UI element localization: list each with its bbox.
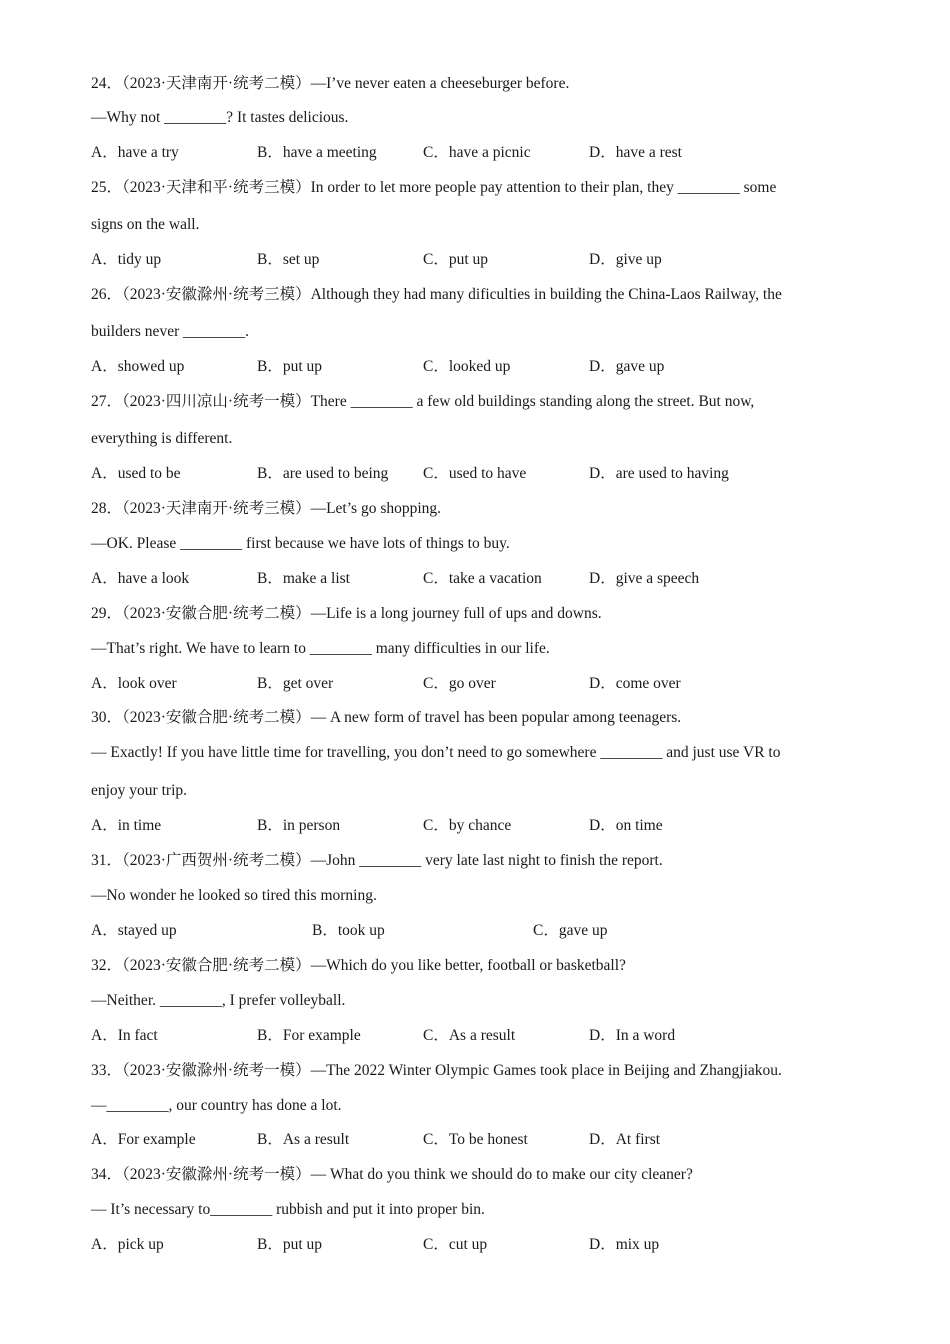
answer-option: A．have a look <box>91 570 190 587</box>
question-stem <box>91 1061 782 1081</box>
answer-option: A．have a try <box>91 144 179 161</box>
question-stem <box>91 392 754 412</box>
question-stem <box>91 499 441 519</box>
question-text: （2023·安徽合肥·统考二模）—Which do you like better, football or basketball? <box>122 957 626 974</box>
answer-option: A．tidy up <box>91 251 162 268</box>
question-line: everything is different. <box>91 430 233 447</box>
question-line: signs on the wall. <box>91 216 200 233</box>
question-text: （2023·天津南开·统考二模）—I’ve never eaten a cheeseburger before. <box>122 75 570 92</box>
answer-option: D．At first <box>589 1131 661 1148</box>
answer-option: D．give up <box>589 251 662 268</box>
answer-option: D．come over <box>589 675 681 692</box>
question-stem <box>91 851 663 871</box>
answer-option: A．look over <box>91 675 177 692</box>
answer-option: B．are used to being <box>257 465 389 482</box>
question-text: （2023·安徽滁州·统考一模）—The 2022 Winter Olympic Games took place in Beijing and Zhangjiakou. <box>122 1062 782 1079</box>
answer-option: B．put up <box>257 358 323 375</box>
answer-option: C．As a result <box>423 1027 516 1044</box>
question-line: —Neither. ________, I prefer volleyball. <box>91 992 346 1009</box>
question-line: — Exactly! If you have little time for travelling, you don’t need to go somewhere ________ and just use VR to <box>91 744 781 761</box>
question-line: —Why not ________? It tastes delicious. <box>91 109 349 126</box>
answer-option: D．on time <box>589 817 663 834</box>
answer-option: A．For example <box>91 1131 196 1148</box>
answer-option: C．To be honest <box>423 1131 528 1148</box>
answer-option: C．cut up <box>423 1236 488 1253</box>
question-line: —No wonder he looked so tired this morning. <box>91 887 377 904</box>
answer-option: C．have a picnic <box>423 144 531 161</box>
question-number: 29． <box>91 605 123 622</box>
question-line: builders never ________. <box>91 323 249 340</box>
answer-option: D．have a rest <box>589 144 682 161</box>
answer-option: C．looked up <box>423 358 511 375</box>
question-number: 27． <box>91 393 123 410</box>
answer-option: B．get over <box>257 675 334 692</box>
question-stem <box>91 956 626 976</box>
question-text: （2023·安徽滁州·统考一模）— What do you think we should do to make our city cleaner? <box>122 1166 693 1183</box>
question-stem <box>91 1165 693 1185</box>
question-stem <box>91 74 569 94</box>
answer-option: B．As a result <box>257 1131 350 1148</box>
question-text: （2023·四川凉山·统考一模）There ________ a few old buildings standing along the street. But now, <box>122 393 755 410</box>
answer-option: D．are used to having <box>589 465 729 482</box>
question-text: （2023·安徽滁州·统考三模）Although they had many dificulties in building the China-Laos Railway, the <box>122 286 782 303</box>
answer-option: C．used to have <box>423 465 527 482</box>
question-stem <box>91 604 602 624</box>
answer-option: D．mix up <box>589 1236 660 1253</box>
answer-option: A．pick up <box>91 1236 164 1253</box>
answer-option: C．go over <box>423 675 496 692</box>
answer-option: A．in time <box>91 817 162 834</box>
answer-option: B．For example <box>257 1027 361 1044</box>
question-stem <box>91 285 782 305</box>
answer-option: C．put up <box>423 251 489 268</box>
answer-option: B．put up <box>257 1236 323 1253</box>
question-number: 24． <box>91 75 123 92</box>
question-line: — It’s necessary to________ rubbish and put it into proper bin. <box>91 1201 485 1218</box>
question-number: 28． <box>91 500 123 517</box>
question-text: （2023·天津和平·统考三模）In order to let more people pay attention to their plan, they ________ some <box>122 179 777 196</box>
question-number: 26． <box>91 286 123 303</box>
answer-option: A．stayed up <box>91 922 177 939</box>
answer-option: A．In fact <box>91 1027 158 1044</box>
question-stem <box>91 708 681 728</box>
question-number: 30． <box>91 709 123 726</box>
question-number: 34． <box>91 1166 123 1183</box>
question-number: 32． <box>91 957 123 974</box>
answer-option: C．take a vacation <box>423 570 542 587</box>
answer-option: A．showed up <box>91 358 185 375</box>
answer-option: D．gave up <box>589 358 665 375</box>
answer-option: B．in person <box>257 817 341 834</box>
question-line: —That’s right. We have to learn to ________ many difficulties in our life. <box>91 640 550 657</box>
answer-option: B．have a meeting <box>257 144 377 161</box>
question-line: enjoy your trip. <box>91 782 187 799</box>
answer-option: A．used to be <box>91 465 181 482</box>
answer-option: B．make a list <box>257 570 350 587</box>
question-text: （2023·广西贺州·统考二模）—John ________ very late last night to finish the report. <box>122 852 663 869</box>
question-text: （2023·安徽合肥·统考二模）—Life is a long journey full of ups and downs. <box>122 605 602 622</box>
question-text: （2023·天津南开·统考三模）—Let’s go shopping. <box>122 500 442 517</box>
answer-option: C．by chance <box>423 817 512 834</box>
answer-option: B．took up <box>312 922 385 939</box>
question-number: 33． <box>91 1062 123 1079</box>
question-line: —________, our country has done a lot. <box>91 1097 342 1114</box>
question-number: 25． <box>91 179 123 196</box>
question-number: 31． <box>91 852 123 869</box>
answer-option: D．give a speech <box>589 570 700 587</box>
answer-option: D．In a word <box>589 1027 676 1044</box>
question-text: （2023·安徽合肥·统考二模）— A new form of travel has been popular among teenagers. <box>122 709 682 726</box>
answer-option: C．gave up <box>533 922 608 939</box>
question-line: —OK. Please ________ first because we have lots of things to buy. <box>91 535 510 552</box>
answer-option: B．set up <box>257 251 320 268</box>
question-stem <box>91 178 776 198</box>
